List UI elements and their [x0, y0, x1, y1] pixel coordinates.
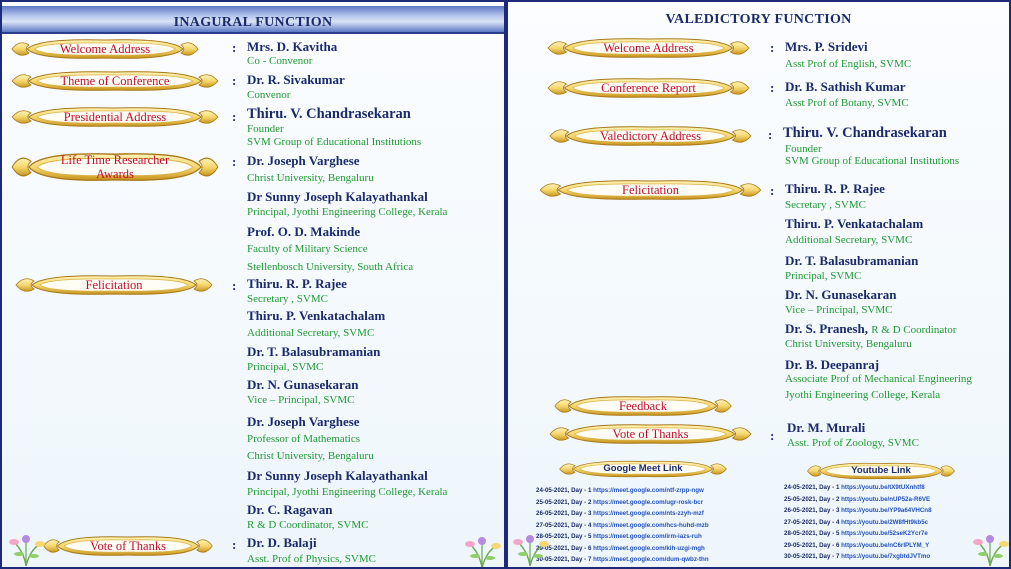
vote-speaker-name: Dr. D. Balaji	[247, 535, 317, 550]
youtube-link-row	[784, 507, 932, 514]
fel5-name: Dr. Joseph Varghese	[247, 414, 360, 429]
youtube-link-date: 28-05-2021, Day - 5	[784, 530, 842, 537]
conference-report-label: Conference Report	[546, 76, 751, 100]
theme-speaker-role: Convenor	[247, 89, 291, 101]
fel5-role-2: Christ University, Bengaluru	[247, 450, 374, 462]
meet-link-row	[536, 487, 704, 494]
val-address-name: Thiru. V. Chandrasekaran	[783, 125, 947, 141]
vfel6-name: Dr. B. Deepanraj	[785, 357, 880, 372]
flower-decoration-icon	[510, 532, 550, 566]
meet-link-row	[536, 499, 703, 506]
val-vote-role: Asst. Prof of Zoology, SVMC	[787, 437, 919, 449]
meet-link-date: 26-05-2021, Day - 3	[536, 510, 594, 517]
meet-link-url[interactable]: https://meet.google.com/kih-uzgi-mgh	[593, 544, 705, 552]
fel1-name: Thiru. R. P. Rajee	[247, 276, 347, 291]
vfel5-inline-role: R & D Coordinator	[871, 324, 957, 336]
fel6-role: Principal, Jyothi Engineering College, Kerala	[247, 486, 448, 498]
ltr3-role-1: Faculty of Military Science	[247, 243, 368, 255]
val-address-role-2: SVM Group of Educational Institutions	[785, 155, 960, 167]
youtube-link-label: Youtube Link	[806, 461, 956, 481]
fel4-name: Dr. N. Gunasekaran	[247, 377, 359, 392]
youtube-link-url[interactable]: https://youtu.be/YP9a64VHCn8	[841, 507, 932, 514]
vfel2-name: Thiru. P. Venkatachalam	[785, 216, 924, 231]
youtube-link-url[interactable]: https://youtu.be/7xgbtdJVTmo	[841, 553, 931, 560]
vfel1-role: Secretary , SVMC	[785, 199, 866, 211]
fel7-role: R & D Coordinator, SVMC	[247, 519, 369, 531]
inaugural-title: INAGURAL FUNCTION	[2, 6, 504, 34]
youtube-link-date: 27-05-2021, Day - 4	[784, 518, 842, 526]
meet-link-row	[536, 545, 705, 552]
meet-link-row	[536, 533, 702, 540]
meet-link-date: 29-05-2021, Day - 6	[536, 544, 594, 552]
val-welcome-name: Mrs. P. Sridevi	[785, 39, 868, 54]
ltr1-name: Dr. Joseph Varghese	[247, 153, 360, 168]
vfel4-name: Dr. N. Gunasekaran	[785, 287, 897, 302]
fel6-name: Dr Sunny Joseph Kalayathankal	[247, 468, 428, 483]
fel2-role: Additional Secretary, SVMC	[247, 327, 375, 339]
youtube-link-url[interactable]: https://youtu.be/tX9tUXnhtf8	[841, 484, 925, 491]
val-vote-name: Dr. M. Murali	[787, 420, 866, 435]
meet-link-date: 27-05-2021, Day - 4	[536, 521, 594, 529]
youtube-link-row	[784, 542, 929, 549]
meet-link-date: 28-05-2021, Day - 5	[536, 533, 594, 540]
meet-link-row	[536, 556, 709, 563]
youtube-link-url[interactable]: https://youtu.be/nUP52a-R6VE	[841, 495, 931, 503]
vfel1-name: Thiru. R. P. Rajee	[785, 181, 885, 196]
meet-link-row	[536, 522, 709, 529]
fel7-name: Dr. C. Ragavan	[247, 502, 333, 517]
presidential-role-2: SVM Group of Educational Institutions	[247, 136, 422, 148]
flower-decoration-icon	[6, 532, 46, 566]
theme-speaker-name: Dr. R. Sivakumar	[247, 72, 345, 87]
fel4-role: Vice – Principal, SVMC	[247, 394, 355, 406]
meet-link-url[interactable]: https://meet.google.com/dum-qwbz-thn	[593, 556, 709, 563]
meet-link-date: 24-05-2021, Day - 1	[536, 487, 594, 494]
presidential-address-label: Presidential Address	[10, 105, 220, 129]
ltr3-role-2: Stellenbosch University, South Africa	[247, 261, 414, 273]
youtube-link-url[interactable]: https://youtu.be/52seK2Ycr7e	[841, 530, 928, 537]
youtube-link-row	[784, 519, 928, 526]
flower-decoration-icon	[462, 534, 502, 567]
vote-speaker-role: Asst. Prof of Physics, SVMC	[247, 553, 376, 565]
val-felicitation-label: Felicitation	[538, 178, 763, 202]
fel3-role: Principal, SVMC	[247, 361, 324, 373]
ltr1-role: Christ University, Bengaluru	[247, 172, 374, 184]
valedictory-address-label: Valedictory Address	[548, 124, 753, 148]
vfel6-role-2: Jyothi Engineering College, Kerala	[785, 389, 941, 401]
meet-link-url[interactable]: https://meet.google.com/ugr-rosk-bcr	[593, 498, 704, 506]
vfel4-role: Vice – Principal, SVMC	[785, 304, 893, 316]
vfel2-role: Additional Secretary, SVMC	[785, 234, 913, 246]
inaugural-panel: INAGURAL FUNCTION Welcome Address : Mrs. D. Kavitha Co - Convenor Theme of Conference : Dr. R. Sivakumar Convenor Presidential Address : Thiru. V. Chandrasekaran Founder SVM Group of Educational Institutions Life Time Researcher Awards : Dr. Joseph Varghese Christ University, Bengaluru Dr Sunny Joseph Kalayathankal Principal, Jyothi Engineering College, Kerala Prof. O. D. Makinde Faculty of Military Science Stellenbosch University, South Africa Felicitation : Thiru. R. P. Rajee Secretary , SVMC Thiru. P. Venkatachalam Additional Secretary, SVMC Dr. T. Balasubramanian Principal, SVMC Dr. N. Gunasekaran Vice – Principal, SVMC Dr. Joseph Varghese Professor of Mathematics Christ University, Bengaluru Dr Sunny Joseph Kalayathankal Principal, Jyothi Engineering College, Kerala Dr. C. Ragavan R & D Coordinator, SVMC Vote of Thanks : Dr. D. Balaji Asst. Prof of Physics, SVMC	[2, 2, 504, 567]
meet-link-date: 25-05-2021, Day - 2	[536, 498, 594, 506]
val-address-role-1: Founder	[785, 143, 822, 155]
report-role: Asst Prof of Botany, SVMC	[785, 97, 909, 109]
presidential-speaker-name: Thiru. V. Chandrasekaran	[247, 106, 411, 122]
ltr2-role: Principal, Jyothi Engineering College, Kerala	[247, 206, 448, 218]
val-welcome-role: Asst Prof of English, SVMC	[785, 58, 912, 70]
fel1-role: Secretary , SVMC	[247, 293, 328, 305]
fel3-name: Dr. T. Balasubramanian	[247, 344, 381, 359]
meet-link-url[interactable]: https://meet.google.com/hcs-huhd-mzb	[593, 521, 709, 529]
youtube-link-date: 30-05-2021, Day - 7	[784, 553, 842, 560]
youtube-link-date: 29-05-2021, Day - 6	[784, 541, 842, 549]
flower-decoration-icon	[970, 532, 1009, 566]
welcome-address-label: Welcome Address	[10, 37, 200, 61]
report-name: Dr. B. Sathish Kumar	[785, 79, 906, 94]
youtube-link-date: 25-05-2021, Day - 2	[784, 495, 842, 503]
lifetime-award-label: Life Time Researcher Awards	[10, 150, 220, 184]
theme-label: Theme of Conference	[10, 69, 220, 93]
vfel5-role: Christ University, Bengaluru	[785, 338, 912, 350]
meet-link-date: 30-05-2021, Day - 7	[536, 556, 594, 563]
meet-link-url[interactable]: https://meet.google.com/nts-zzyh-mzf	[593, 510, 704, 517]
ltr2-name: Dr Sunny Joseph Kalayathankal	[247, 189, 428, 204]
vfel5-name: Dr. S. Pranesh, R & D Coordinator	[785, 321, 957, 336]
meet-link-url[interactable]: https://meet.google.com/ntf-zrpp-ngw	[593, 487, 704, 494]
youtube-link-row	[784, 496, 930, 503]
youtube-link-date: 24-05-2021, Day - 1	[784, 484, 842, 491]
youtube-link-url[interactable]: https://youtu.be/2W8fHt9kb5c	[841, 518, 929, 526]
youtube-link-row	[784, 553, 930, 560]
valedictory-panel: VALEDICTORY FUNCTION Welcome Address : Mrs. P. Sridevi Asst Prof of English, SVMC Conference Report : Dr. B. Sathish Kumar Asst Prof of Botany, SVMC Valedictory Address : Thiru. V. Chandrasekaran Founder SVM Group of Educational Institutions Felicitation : Thiru. R. P. Rajee Secretary , SVMC Thiru. P. Venkatachalam Additional Secretary, SVMC Dr. T. Balasubramanian Principal, SVMC Dr. N. Gunasekaran Vice – Principal, SVMC Dr. S. Pranesh, R & D Coordinator Christ University, Bengaluru Dr. B. Deepanraj Associate Prof of Mechanical Engineering Jyothi Engineering College, Kerala Feedback Vote of Thanks : Dr. M. Murali Asst. Prof of Zoology, SVMC Google Meet Link Youtube Link 24-05-2021, Day - 1 https://meet.google.com/ntf-zrpp-ngw 25-05-2021, Day - 2 https://meet.google.com/ugr-rosk-bcr 26-05-2021, Day - 3 https://meet.google.com/nts-zzyh-mzf 27-05-2021, Day - 4 https://meet.google.com/hcs-huhd-mzb 28-05-2021, Day - 5 https://meet.google.com/irm-iazs-ruh 29-05-2021, Day - 6 https://meet.google.com/kih-uzgi-mgh 30-05-2021, Day - 7 https://meet.google.com/dum-qwbz-thn 24-05-2021, Day - 1 https://youtu.be/tX9tUXnhtf8 25-05-2021, Day - 2 https://youtu.be/nUP52a-R6VE 26-05-2021, Day - 3 https://youtu.be/YP9a64VHCn8 27-05-2021, Day - 4 https://youtu.be/2W8fHt9kb5c 28-05-2021, Day - 5 https://youtu.be/52seK2Ycr7e 29-05-2021, Day - 6 https://youtu.be/nC6rlPLYM_Y 30-05-2021, Day - 7 https://youtu.be/7xgbtdJVTmo	[508, 2, 1009, 567]
welcome-speaker-name: Mrs. D. Kavitha	[247, 39, 338, 54]
valedictory-title: VALEDICTORY FUNCTION	[665, 12, 852, 27]
meet-link-row	[536, 510, 704, 517]
youtube-link-row	[784, 530, 928, 537]
meet-link-url[interactable]: https://meet.google.com/irm-iazs-ruh	[593, 533, 702, 540]
fel2-name: Thiru. P. Venkatachalam	[247, 308, 386, 323]
youtube-link-date: 26-05-2021, Day - 3	[784, 507, 842, 514]
ltr3-name: Prof. O. D. Makinde	[247, 224, 361, 239]
youtube-link-row	[784, 484, 925, 491]
google-meet-link-label: Google Meet Link	[558, 459, 728, 479]
vfel6-role-1: Associate Prof of Mechanical Engineering	[785, 373, 972, 385]
presidential-role-1: Founder	[247, 123, 284, 135]
vfel3-role: Principal, SVMC	[785, 270, 862, 282]
vote-of-thanks-label: Vote of Thanks	[42, 534, 214, 558]
vfel3-name: Dr. T. Balasubramanian	[785, 253, 919, 268]
val-welcome-label: Welcome Address	[546, 36, 751, 60]
val-vote-label: Vote of Thanks	[548, 422, 753, 446]
felicitation-label: Felicitation	[14, 273, 214, 297]
feedback-label: Feedback	[553, 394, 733, 418]
youtube-link-url[interactable]: https://youtu.be/nC6rlPLYM_Y	[841, 541, 930, 549]
welcome-speaker-role: Co - Convenor	[247, 55, 313, 67]
fel5-role-1: Professor of Mathematics	[247, 433, 361, 445]
